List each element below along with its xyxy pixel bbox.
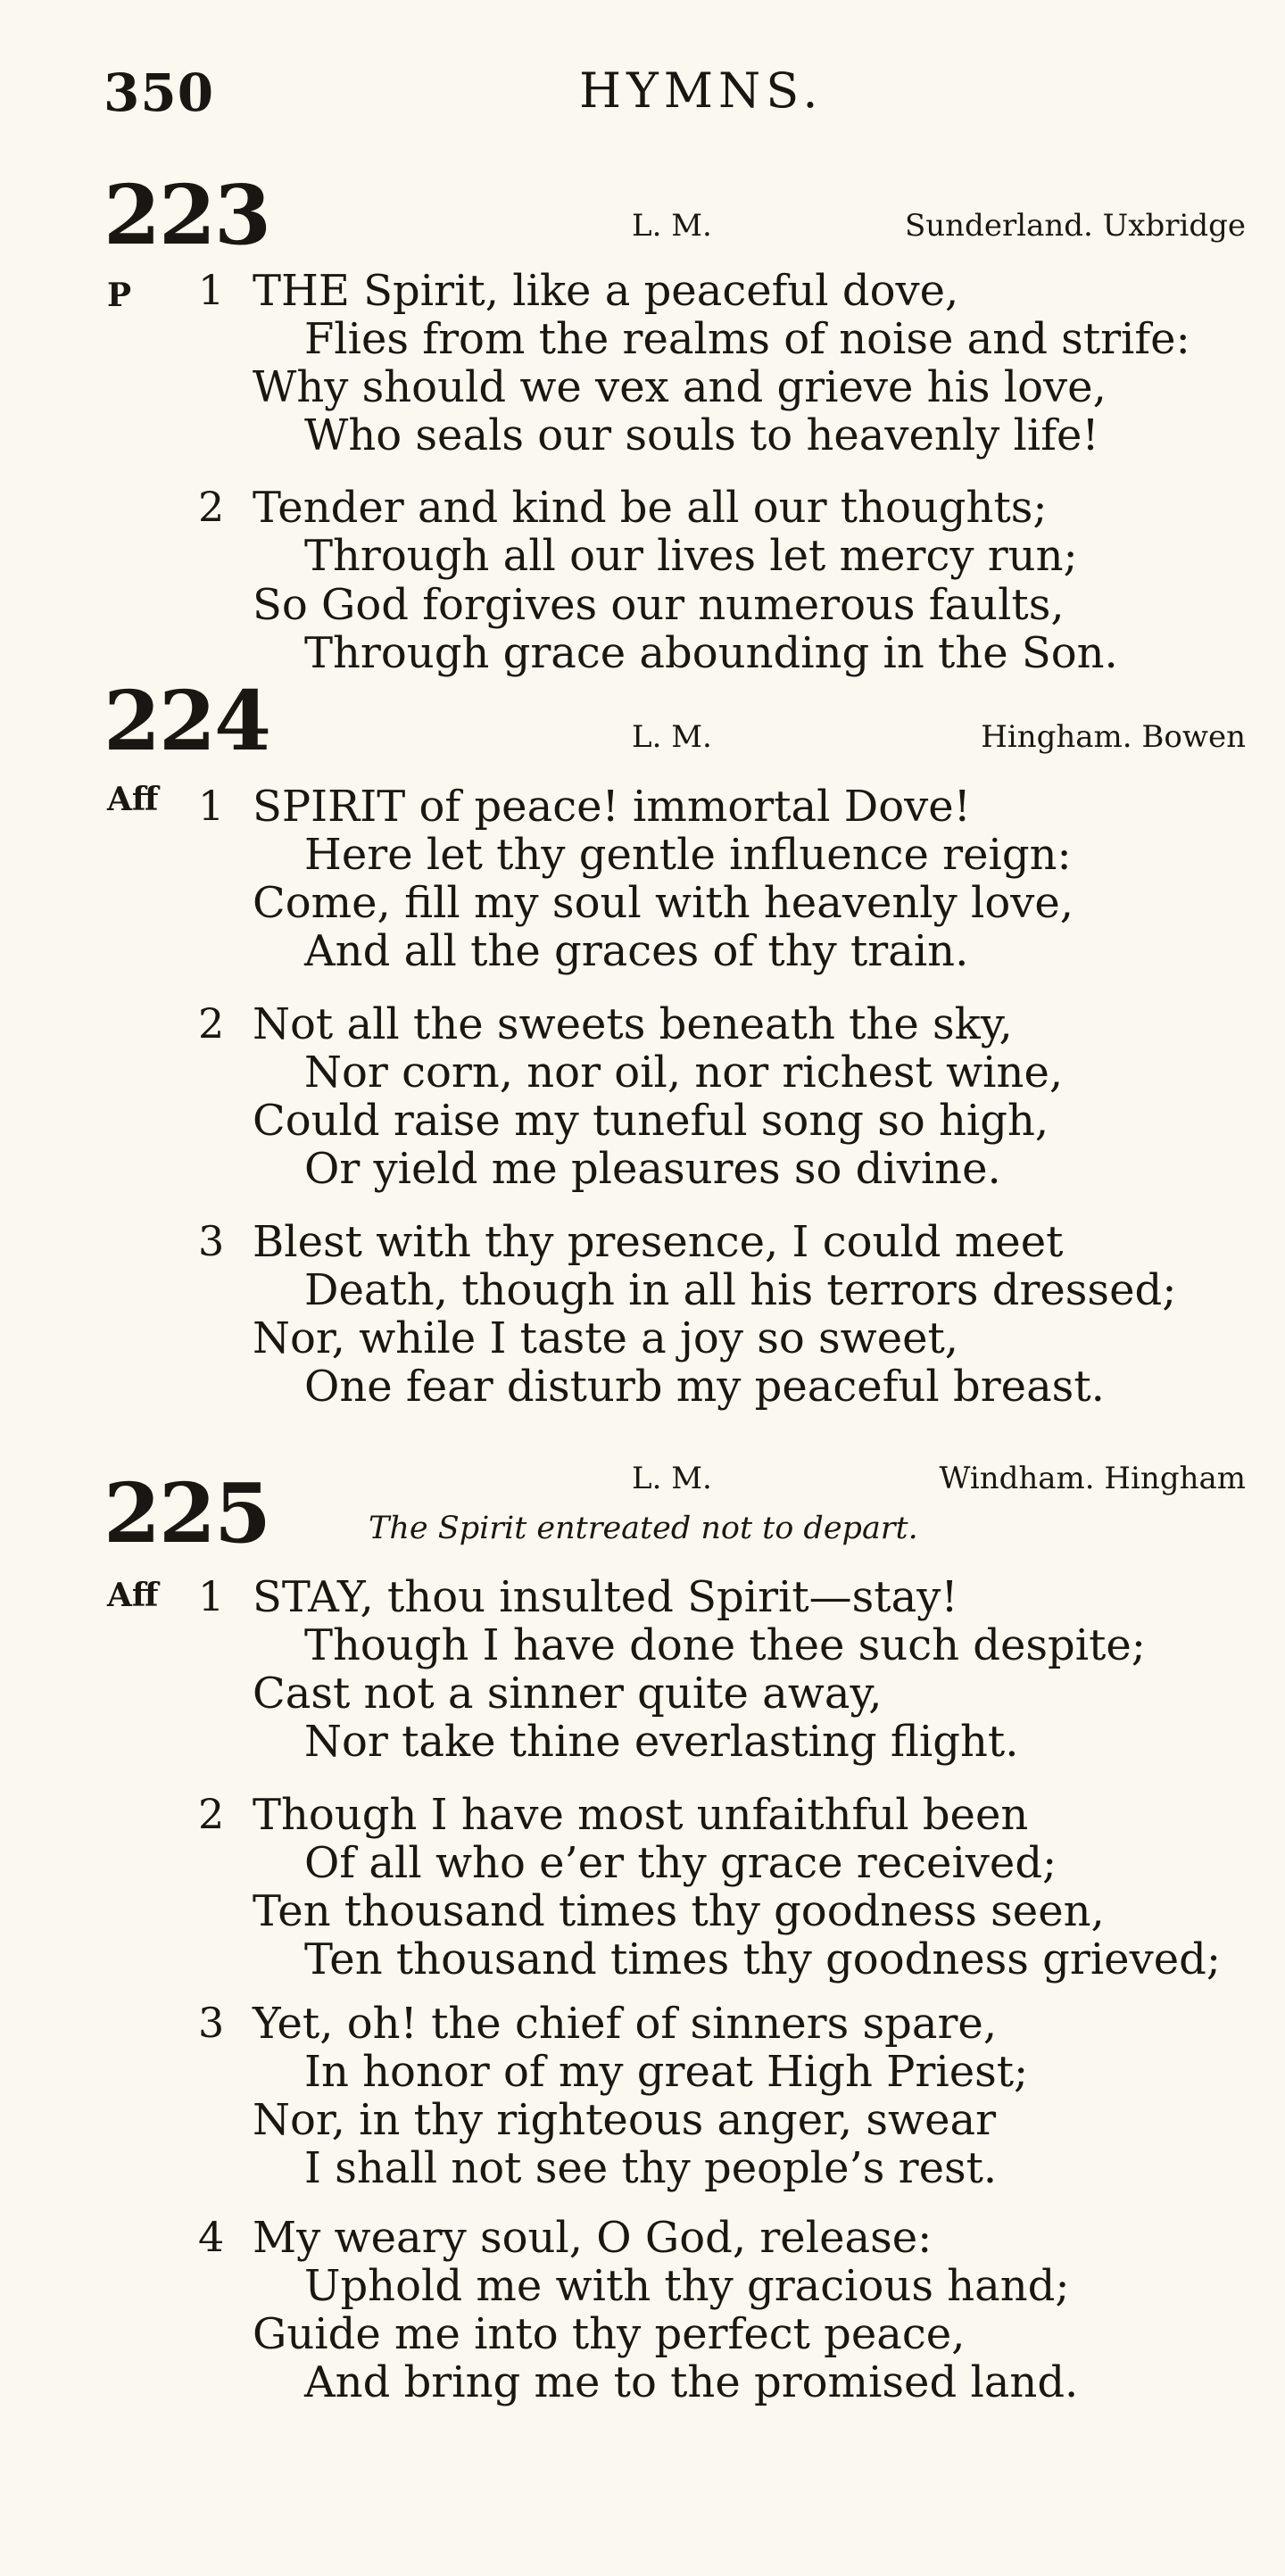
verse-line: Death, though in all his terrors dressed;	[304, 1265, 1177, 1315]
stanza-number: 3	[198, 1217, 225, 1265]
verse-line: Not all the sweets beneath the sky,	[253, 999, 1013, 1049]
verse-line: I shall not see thy people’s rest.	[304, 2143, 998, 2193]
verse-line: My weary soul, O God, release:	[253, 2213, 933, 2263]
stanza-number: 1	[198, 1572, 225, 1620]
hymn-tunes: Windham. Hingham	[939, 1461, 1246, 1496]
hymn-subtitle: The Spirit entreated not to depart.	[369, 1511, 918, 1546]
verse-line: Here let thy gentle influence reign:	[304, 830, 1072, 880]
verse-line: Nor take thine everlasting flight.	[304, 1717, 1019, 1767]
hymn-meter: L. M.	[632, 208, 712, 244]
stanza-number: 2	[198, 1790, 225, 1838]
verse-line: In honor of my great High Priest;	[304, 2047, 1029, 2097]
dynamic-mark: Aff	[107, 781, 159, 818]
verse-line: Who seals our souls to heavenly life!	[304, 410, 1099, 460]
stanza-number: 2	[198, 999, 225, 1048]
verse-line: SPIRIT of peace! immortal Dove!	[253, 782, 971, 832]
verse-line: Cast not a sinner quite away,	[253, 1669, 883, 1719]
stanza-number: 4	[198, 2213, 225, 2261]
verse-line: Of all who e’er thy grace received;	[304, 1838, 1057, 1888]
stanza-number: 1	[198, 782, 225, 830]
verse-line: Through grace abounding in the Son.	[304, 628, 1118, 678]
verse-line: So God forgives our numerous faults,	[253, 580, 1065, 630]
verse-line: Though I have most unfaithful been	[253, 1790, 1029, 1840]
verse-line: Nor, in thy righteous anger, swear	[253, 2095, 997, 2145]
verse-line: One fear disturb my peaceful breast.	[304, 1362, 1105, 1412]
verse-line: Though I have done thee such despite;	[304, 1620, 1146, 1670]
hymn-number: 224	[104, 673, 270, 769]
dynamic-mark: P	[107, 277, 132, 314]
hymn-tunes: Hingham. Bowen	[981, 719, 1246, 755]
verse-line: STAY, thou insulted Spirit—stay!	[253, 1572, 958, 1622]
verse-line: Nor corn, nor oil, nor richest wine,	[304, 1048, 1064, 1097]
stanza-number: 3	[198, 1999, 225, 2047]
verse-line: Through all our lives let mercy run;	[304, 531, 1078, 581]
verse-line: Nor, while I taste a joy so sweet,	[253, 1313, 959, 1363]
verse-line: Blest with thy presence, I could meet	[253, 1217, 1064, 1267]
verse-line: Could raise my tuneful song so high,	[253, 1096, 1049, 1146]
hymn-number: 223	[104, 167, 270, 263]
verse-line: Tender and kind be all our thoughts;	[253, 483, 1048, 533]
dynamic-mark: Aff	[107, 1577, 159, 1614]
page-header	[104, 62, 1246, 125]
verse-line: Flies from the realms of noise and strife:	[304, 314, 1190, 364]
running-title: HYMNS.	[579, 62, 824, 119]
verse-line: And bring me to the promised land.	[304, 2357, 1079, 2407]
verse-line: Guide me into thy perfect peace,	[253, 2309, 966, 2359]
verse-line: Uphold me with thy gracious hand;	[304, 2261, 1070, 2311]
verse-line: Come, fill my soul with heavenly love,	[253, 878, 1074, 928]
hymn-meter: L. M.	[632, 1461, 712, 1496]
stanza-number: 1	[198, 266, 225, 314]
verse-line: Ten thousand times thy goodness grieved;	[304, 1934, 1222, 1984]
hymn-meter: L. M.	[632, 719, 712, 755]
verse-line: Or yield me pleasures so divine.	[304, 1144, 1001, 1194]
stanza-number: 2	[198, 483, 225, 531]
verse-line: And all the graces of thy train.	[304, 926, 969, 976]
verse-line: Why should we vex and grieve his love,	[253, 362, 1107, 412]
hymn-number: 225	[104, 1465, 270, 1561]
hymn-tunes: Sunderland. Uxbridge	[904, 208, 1246, 244]
verse-line: THE Spirit, like a peaceful dove,	[253, 266, 959, 316]
verse-line: Ten thousand times thy goodness seen,	[253, 1886, 1105, 1936]
verse-line: Yet, oh! the chief of sinners spare,	[253, 1999, 998, 2049]
page-number: 350	[104, 62, 215, 123]
